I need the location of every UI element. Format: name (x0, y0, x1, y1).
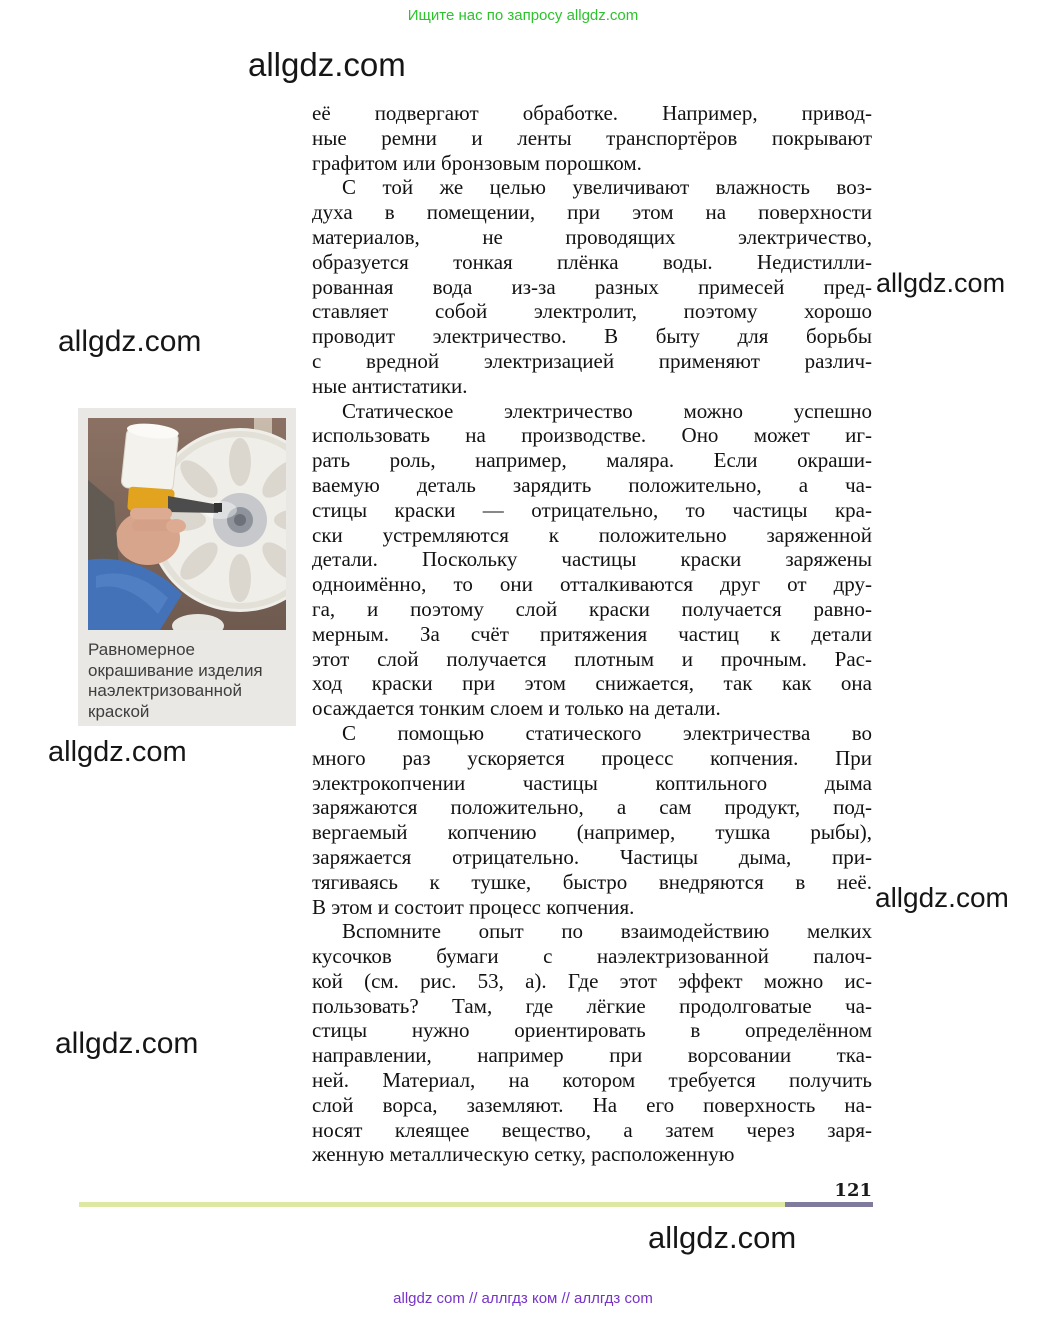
promo-text: Ищите нас по запросу allgdz.com (407, 7, 639, 24)
text-line: одноимённо, то они отталкиваются друг от дру- (312, 572, 872, 597)
text-line: этот слой получается плотным и прочным. Рас- (312, 646, 872, 671)
text-line: ней. Материал, на котором требуется получить (312, 1068, 872, 1093)
watermark: allgdz.com (48, 736, 187, 768)
text-line: Статическое электричество можно успешно (342, 398, 872, 423)
footer-rule-purple (785, 1202, 873, 1207)
paragraph (312, 101, 872, 175)
text-line: использовать на производстве. Оно может иг- (312, 423, 872, 448)
caption-line: окрашивание изделия (88, 660, 263, 680)
caption-line: Равномерное (88, 640, 195, 659)
page-number: 121 (834, 1180, 872, 1201)
text-line: кусочков бумаги с наэлектризованной палоч- (312, 944, 872, 969)
text-line: стицы нужно ориентировать в определённом (312, 1018, 872, 1043)
text-line: кой (см. рис. 53, а). Где этот эффект можно ис- (312, 968, 872, 993)
paragraph (312, 721, 872, 919)
text-line: слой ворса, заземляют. На его поверхность на- (312, 1092, 872, 1117)
paragraph (312, 399, 872, 721)
watermark: allgdz.com (876, 268, 1006, 298)
text-line: рованная вода из-за разных примесей пред- (312, 274, 872, 299)
watermark: allgdz.com (58, 325, 202, 358)
text-line: женную металлическую сетку, расположенную (312, 1142, 735, 1167)
watermark: allgdz.com (55, 1027, 199, 1060)
photo-electrostatic-painting (88, 418, 286, 630)
text-line: тягиваясь к тушке, быстро внедряются в неё. (312, 869, 872, 894)
text-line: детали. Поскольку частицы краски заряжены (312, 547, 872, 572)
text-line: образуется тонкая плёнка воды. Недистилли- (312, 249, 872, 274)
text-line: заряжается отрицательно. Частицы дыма, при- (312, 844, 872, 869)
text-line: с вредной электризацией применяют различ- (312, 348, 872, 373)
text-line: ставляет собой электролит, поэтому хорошо (312, 299, 872, 324)
text-line: Вспомните опыт по взаимодействию мелких (342, 919, 872, 944)
paragraph (312, 175, 872, 398)
footer-seo-text: allgdz com // аллгдз ком // аллгдз com (393, 1290, 653, 1307)
text-line: направлении, например при ворсовании тка- (312, 1043, 872, 1068)
text-line: рать роль, например, маляра. Если окраши- (312, 448, 872, 473)
article-text (312, 101, 872, 1167)
watermark: allgdz.com (875, 882, 1009, 913)
watermark: allgdz.com (648, 1220, 797, 1255)
text-line: духа в помещении, при этом на поверхности (312, 200, 872, 225)
text-line: графитом или бронзовым порошком. (312, 150, 642, 175)
figure-block (78, 408, 296, 726)
watermark: allgdz.com (248, 46, 406, 83)
text-line: мерным. За счёт притяжения частиц к детали (312, 621, 872, 646)
text-line: В этом и состоит процесс копчения. (312, 894, 635, 919)
text-line: ные ремни и ленты транспортёров покрывают (312, 125, 872, 150)
caption-line: наэлектризованной (88, 681, 242, 700)
text-line: С помощью статического электричества во (342, 720, 872, 745)
text-line: пользовать? Там, где лёгкие продолговатые ча- (312, 993, 872, 1018)
text-line: ски устремляются к положительно заряженной (312, 522, 872, 547)
caption-line: краской (88, 701, 150, 721)
text-line: ход краски при этом снижается, так как она (312, 671, 872, 696)
footer-rule-green (79, 1202, 785, 1207)
text-line: её подвергают обработке. Например, привод- (312, 101, 872, 125)
text-line: заряжаются положительно, а сам продукт, под- (312, 795, 872, 820)
text-line: ваемую деталь зарядить положительно, а ча- (312, 472, 872, 497)
text-line: носят клеящее вещество, а затем через заря- (312, 1117, 872, 1142)
text-line: проводит электричество. В быту для борьбы (312, 324, 872, 349)
text-line: стицы краски — отрицательно, то частицы кра- (312, 497, 872, 522)
text-line: много раз ускоряется процесс копчения. При (312, 745, 872, 770)
text-line: электрокопчении частицы коптильного дыма (312, 770, 872, 795)
text-line: материалов, не проводящих электричество, (312, 224, 872, 249)
text-line: вергаемый копчению (например, тушка рыбы), (312, 820, 872, 845)
paragraph (312, 919, 872, 1167)
text-line: ные антистатики. (312, 373, 468, 398)
text-line: га, и поэтому слой краски получается равно- (312, 596, 872, 621)
text-line: С той же целью увеличивают влажность воз- (342, 175, 872, 200)
text-line: осаждается тонким слоем и только на детали. (312, 696, 721, 721)
figure-caption (88, 640, 286, 722)
